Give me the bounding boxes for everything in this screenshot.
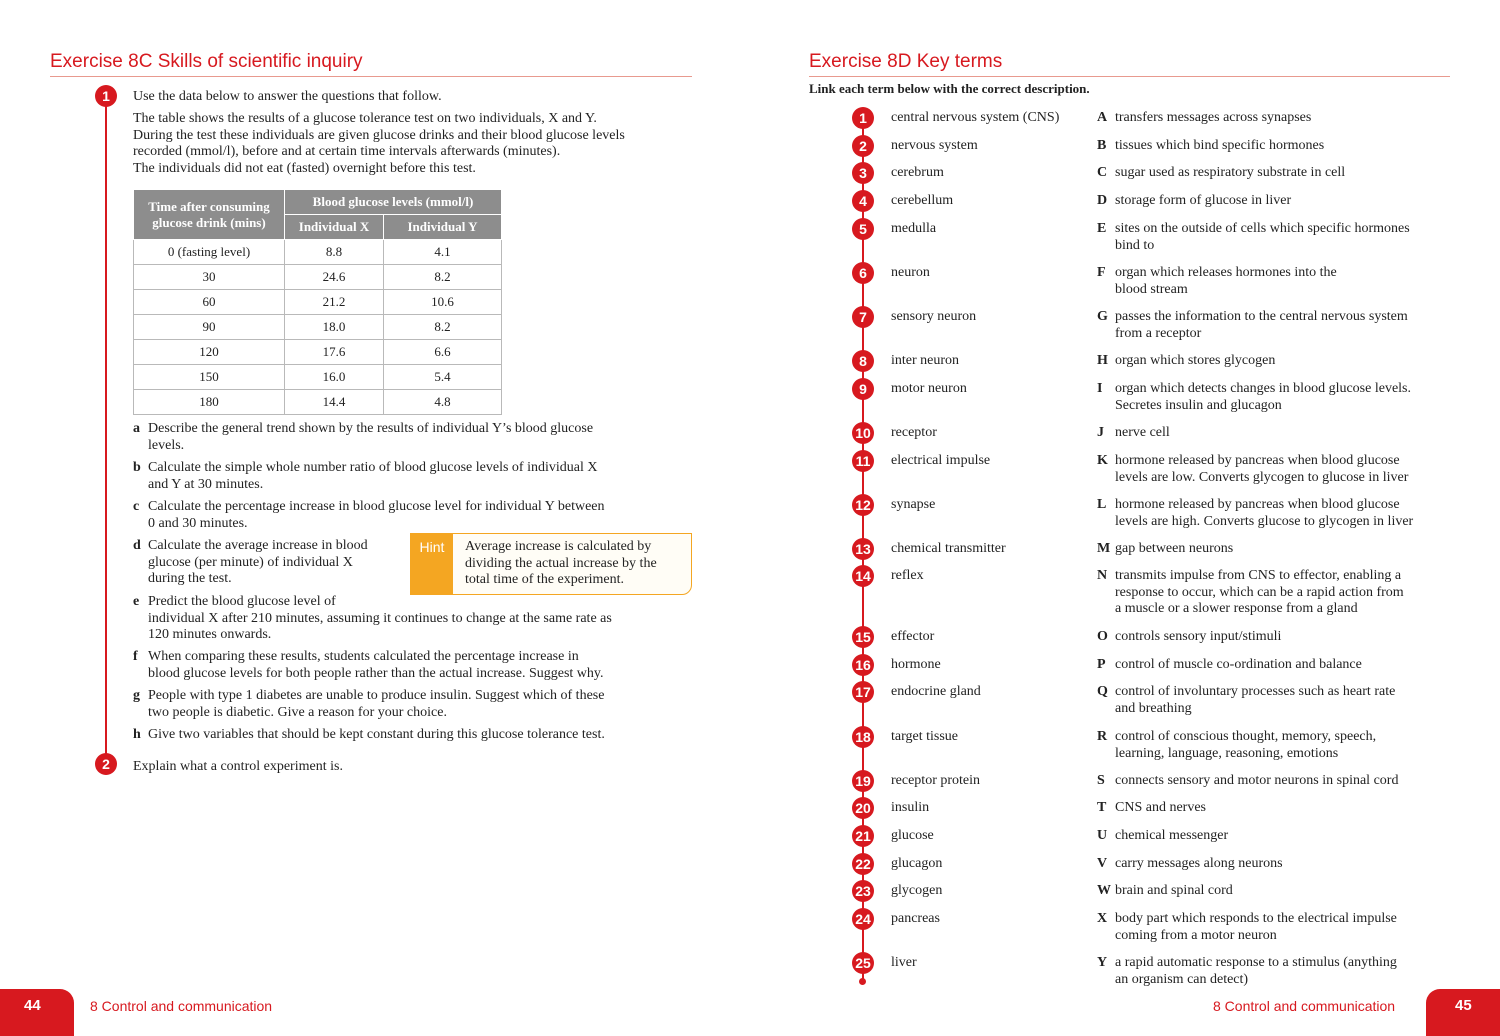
description-text [1115, 856, 1460, 873]
question-2-number: 2 [95, 753, 117, 775]
description-text [1115, 684, 1460, 717]
description-letter: D [1097, 193, 1108, 208]
q1-intro: Use the data below to answer the questions that follow. [133, 89, 442, 104]
question-1b [133, 460, 693, 494]
context-line: During the test these individuals are given glucose drinks and their blood glucose levels [133, 127, 625, 143]
time-cell: 0 (fasting level) [134, 240, 285, 265]
description-letter: K [1097, 453, 1108, 468]
table-row [134, 240, 502, 265]
part-line: Predict the blood glucose level of [148, 594, 336, 609]
description-line: an organism can detect) [1115, 971, 1249, 987]
description-text [1115, 265, 1460, 298]
context-line: recorded (mmol/l), before and at certain time intervals afterwards (minutes). [133, 144, 561, 160]
page-number-tab [0, 989, 74, 1036]
description-letter: F [1097, 265, 1106, 280]
glucose-data-table [133, 189, 502, 415]
description-text [1115, 629, 1460, 646]
description-letter: X [1097, 911, 1108, 926]
term-number: 7 [852, 306, 874, 328]
part-line: blood glucose levels for both people rather than the actual increase. Suggest why. [148, 665, 604, 681]
term-label: inter neuron [891, 353, 960, 368]
table-row [134, 265, 502, 290]
description-line: control of involuntary processes such as heart rate [1115, 684, 1396, 699]
context-line: The individuals did not eat (fasted) overnight before this test. [133, 160, 476, 176]
description-letter: N [1097, 568, 1108, 583]
term-number: 21 [852, 825, 874, 847]
x-cell: 21.2 [285, 290, 384, 315]
question-1a [133, 421, 693, 455]
description-line: storage form of glucose in liver [1115, 193, 1292, 208]
description-letter: T [1097, 800, 1107, 815]
description-line: organ which releases hormones into the [1115, 265, 1337, 280]
description-text [1115, 353, 1460, 370]
description-line: bind to [1115, 237, 1155, 253]
header-line: Time after consuming [148, 198, 270, 214]
description-line: passes the information to the central nervous system [1115, 309, 1408, 324]
page-number: 44 [24, 997, 41, 1014]
description-line: Secretes insulin and glucagon [1115, 397, 1282, 413]
part-line: two people is diabetic. Give a reason for your choice. [148, 704, 447, 720]
question-1g [133, 688, 693, 722]
description-letter: I [1097, 381, 1103, 396]
term-label: receptor protein [891, 773, 981, 788]
description-line: organ which stores glycogen [1115, 353, 1276, 368]
term-number: 2 [852, 135, 874, 157]
table-row [134, 290, 502, 315]
part-line: glucose (per minute) of individual X [148, 554, 353, 570]
part-line: Calculate the simple whole number ratio of blood glucose levels of individual X [148, 460, 598, 475]
term-label: receptor [891, 425, 937, 440]
term-number: 12 [852, 494, 874, 516]
description-line: gap between neurons [1115, 541, 1234, 556]
term-number: 25 [852, 952, 874, 974]
question-1f [133, 649, 693, 683]
part-letter: d [133, 538, 141, 553]
table-row [134, 340, 502, 365]
description-letter: E [1097, 221, 1107, 236]
glucose-group-header: Blood glucose levels (mmol/l) [285, 190, 502, 215]
description-letter: C [1097, 165, 1108, 180]
term-label: reflex [891, 568, 924, 583]
term-number: 9 [852, 378, 874, 400]
description-text [1115, 381, 1460, 414]
y-cell: 8.2 [384, 265, 502, 290]
part-letter: c [133, 499, 140, 514]
time-cell: 180 [134, 390, 285, 415]
term-number: 4 [852, 190, 874, 212]
x-cell: 8.8 [285, 240, 384, 265]
description-line: levels are low. Converts glycogen to glucose in liver [1115, 469, 1409, 485]
term-number: 19 [852, 770, 874, 792]
description-text [1115, 193, 1460, 210]
term-number: 18 [852, 726, 874, 748]
part-line: Describe the general trend shown by the results of individual Y’s blood glucose [148, 421, 594, 436]
description-text [1115, 165, 1460, 182]
part-text [148, 688, 693, 721]
description-letter: H [1097, 353, 1108, 368]
description-text [1115, 497, 1460, 530]
term-label: glucose [891, 828, 934, 843]
description-letter: R [1097, 729, 1108, 744]
description-text [1115, 828, 1460, 845]
description-line: sugar used as respiratory substrate in cell [1115, 165, 1346, 180]
description-line: a rapid automatic response to a stimulus (anything [1115, 955, 1397, 970]
page-number: 45 [1455, 997, 1472, 1014]
term-number: 5 [852, 218, 874, 240]
term-number: 23 [852, 880, 874, 902]
description-line: levels are high. Converts glucose to glycogen in liver [1115, 513, 1414, 529]
part-text [148, 421, 693, 454]
right-page [750, 0, 1500, 1036]
part-letter: g [133, 688, 140, 703]
part-line: during the test. [148, 571, 232, 587]
description-text [1115, 110, 1460, 127]
part-line: Give two variables that should be kept constant during this glucose tolerance test. [148, 727, 605, 742]
question-1c [133, 499, 693, 533]
description-line: sites on the outside of cells which specific hormones [1115, 221, 1410, 236]
part-letter: h [133, 727, 141, 742]
description-line: connects sensory and motor neurons in spinal cord [1115, 773, 1399, 788]
description-letter: L [1097, 497, 1107, 512]
description-letter: G [1097, 309, 1108, 324]
table-row [134, 315, 502, 340]
question-1-connector-line [105, 96, 107, 765]
x-cell: 14.4 [285, 390, 384, 415]
individual-y-header: Individual Y [384, 215, 502, 240]
description-line: transmits impulse from CNS to effector, enabling a [1115, 568, 1402, 583]
term-label: pancreas [891, 911, 940, 926]
exercise-8c-title: Exercise 8C Skills of scientific inquiry [50, 51, 363, 72]
time-cell: 90 [134, 315, 285, 340]
chapter-footer: 8 Control and communication [90, 998, 273, 1014]
y-cell: 5.4 [384, 365, 502, 390]
description-text [1115, 657, 1460, 674]
description-line: nerve cell [1115, 425, 1170, 440]
term-label: insulin [891, 800, 930, 815]
context-line: The table shows the results of a glucose tolerance test on two individuals, X and Y. [133, 111, 597, 126]
description-letter: J [1097, 425, 1104, 440]
y-cell: 4.1 [384, 240, 502, 265]
time-column-header [134, 190, 285, 240]
instruction-text: Link each term below with the correct description. [809, 81, 1090, 96]
time-cell: 60 [134, 290, 285, 315]
term-number: 15 [852, 626, 874, 648]
description-text [1115, 221, 1460, 254]
term-label: glycogen [891, 883, 943, 898]
term-number: 22 [852, 853, 874, 875]
table-row [134, 390, 502, 415]
term-label: target tissue [891, 729, 959, 744]
exercise-8d-title: Exercise 8D Key terms [809, 51, 1003, 72]
part-letter: f [133, 649, 138, 664]
question-1d [133, 538, 403, 588]
description-letter: V [1097, 856, 1108, 871]
x-cell: 16.0 [285, 365, 384, 390]
connector-end-dot [859, 978, 866, 985]
term-number: 3 [852, 162, 874, 184]
term-number: 13 [852, 538, 874, 560]
description-text [1115, 955, 1460, 988]
q1-context [133, 111, 703, 177]
description-text [1115, 138, 1460, 155]
description-line: CNS and nerves [1115, 800, 1206, 815]
term-label: glucagon [891, 856, 943, 871]
term-number: 6 [852, 262, 874, 284]
description-line: carry messages along neurons [1115, 856, 1283, 871]
description-letter: Q [1097, 684, 1108, 699]
description-letter: Y [1097, 955, 1108, 970]
description-line: hormone released by pancreas when blood glucose [1115, 453, 1400, 468]
description-line: control of conscious thought, memory, speech, [1115, 729, 1377, 744]
description-line: controls sensory input/stimuli [1115, 629, 1282, 644]
term-label: neuron [891, 265, 930, 280]
part-letter: e [133, 594, 140, 609]
term-label: motor neuron [891, 381, 967, 396]
description-line: from a receptor [1115, 325, 1202, 341]
part-text [148, 649, 693, 682]
y-cell: 10.6 [384, 290, 502, 315]
y-cell: 4.8 [384, 390, 502, 415]
description-letter: M [1097, 541, 1111, 556]
part-line: 0 and 30 minutes. [148, 515, 248, 531]
term-number: 11 [852, 450, 874, 472]
term-label: effector [891, 629, 935, 644]
part-line: People with type 1 diabetes are unable to produce insulin. Suggest which of these [148, 688, 605, 703]
individual-x-header: Individual X [285, 215, 384, 240]
hint-line: dividing the actual increase by the [465, 555, 657, 571]
term-number: 17 [852, 681, 874, 703]
hint-text [465, 539, 689, 589]
description-letter: S [1097, 773, 1105, 788]
time-cell: 120 [134, 340, 285, 365]
description-line: a muscle or a slower response from a gland [1115, 601, 1358, 617]
term-label: sensory neuron [891, 309, 977, 324]
question-1e [133, 594, 693, 644]
description-line: and breathing [1115, 700, 1192, 716]
description-text [1115, 309, 1460, 342]
term-label: electrical impulse [891, 453, 991, 468]
term-label: synapse [891, 497, 936, 512]
description-text [1115, 541, 1460, 558]
part-line: individual X after 210 minutes, assuming it continues to change at the same rate as [148, 610, 612, 626]
part-line: When comparing these results, students calculated the percentage increase in [148, 649, 579, 664]
description-line: brain and spinal cord [1115, 883, 1233, 898]
title-rule [809, 76, 1450, 77]
term-label: liver [891, 955, 917, 970]
table-row [134, 365, 502, 390]
part-text [148, 727, 693, 744]
description-letter: W [1097, 883, 1111, 898]
term-label: medulla [891, 221, 937, 236]
description-line: blood stream [1115, 281, 1188, 297]
question-1h [133, 727, 693, 745]
part-line: Calculate the average increase in blood [148, 538, 368, 553]
term-number: 20 [852, 797, 874, 819]
part-line: 120 minutes onwards. [148, 627, 272, 643]
term-number: 10 [852, 422, 874, 444]
description-letter: O [1097, 629, 1108, 644]
term-label: chemical transmitter [891, 541, 1006, 556]
x-cell: 18.0 [285, 315, 384, 340]
description-letter: P [1097, 657, 1106, 672]
description-text [1115, 453, 1460, 486]
description-text [1115, 568, 1460, 618]
x-cell: 24.6 [285, 265, 384, 290]
description-text [1115, 773, 1460, 790]
page-number-tab [1426, 989, 1500, 1036]
x-cell: 17.6 [285, 340, 384, 365]
title-rule [50, 76, 692, 77]
description-text [1115, 883, 1460, 900]
part-text [148, 460, 693, 493]
term-number: 24 [852, 908, 874, 930]
description-letter: U [1097, 828, 1108, 843]
description-letter: B [1097, 138, 1107, 153]
description-line: control of muscle co-ordination and balance [1115, 657, 1362, 672]
term-label: endocrine gland [891, 684, 981, 699]
description-letter: A [1097, 110, 1108, 125]
term-label: central nervous system (CNS) [891, 110, 1060, 125]
term-number: 14 [852, 565, 874, 587]
part-line: and Y at 30 minutes. [148, 476, 264, 492]
y-cell: 8.2 [384, 315, 502, 340]
description-line: tissues which bind specific hormones [1115, 138, 1325, 153]
description-text [1115, 729, 1460, 762]
description-line: hormone released by pancreas when blood glucose [1115, 497, 1400, 512]
chapter-footer: 8 Control and communication [1213, 998, 1396, 1014]
description-text [1115, 425, 1460, 442]
part-text [148, 538, 408, 588]
description-line: organ which detects changes in blood glucose levels. [1115, 381, 1411, 396]
hint-label: Hint [411, 534, 453, 594]
term-number: 1 [852, 107, 874, 129]
y-cell: 6.6 [384, 340, 502, 365]
hint-line: total time of the experiment. [465, 572, 625, 588]
time-cell: 150 [134, 365, 285, 390]
part-line: levels. [148, 437, 185, 453]
hint-line: Average increase is calculated by [465, 539, 652, 554]
description-line: transfers messages across synapses [1115, 110, 1312, 125]
description-line: coming from a motor neuron [1115, 927, 1277, 943]
term-label: hormone [891, 657, 941, 672]
term-number: 8 [852, 350, 874, 372]
time-cell: 30 [134, 265, 285, 290]
part-line: Calculate the percentage increase in blood glucose level for individual Y between [148, 499, 605, 514]
description-line: learning, language, reasoning, emotions [1115, 745, 1339, 761]
description-line: response to occur, which can be a rapid action from [1115, 584, 1404, 600]
term-label: cerebrum [891, 165, 944, 180]
term-label: cerebellum [891, 193, 954, 208]
question-1-number: 1 [95, 85, 117, 107]
description-text [1115, 800, 1460, 817]
header-line: glucose drink (mins) [152, 214, 266, 230]
part-text [148, 499, 693, 532]
part-letter: a [133, 421, 140, 436]
part-text [148, 594, 693, 644]
term-label: nervous system [891, 138, 978, 153]
description-line: body part which responds to the electrical impulse [1115, 911, 1397, 926]
part-letter: b [133, 460, 141, 475]
description-line: chemical messenger [1115, 828, 1229, 843]
term-number: 16 [852, 654, 874, 676]
description-text [1115, 911, 1460, 944]
hint-box [410, 533, 692, 595]
q2-text: Explain what a control experiment is. [133, 759, 343, 774]
